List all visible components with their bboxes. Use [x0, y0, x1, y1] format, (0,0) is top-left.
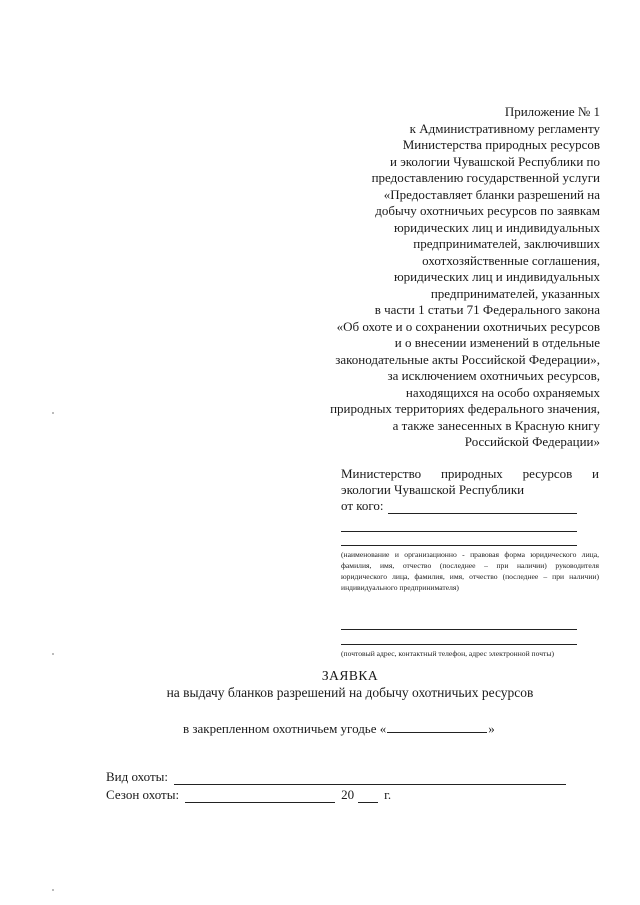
scan-speck — [52, 653, 54, 655]
season-input-line[interactable] — [185, 790, 335, 803]
hunt-type-label: Вид охоты: — [106, 769, 169, 784]
appendix-line: предоставлению государственной услуги — [371, 170, 600, 185]
season-label: Сезон охоты: — [106, 787, 180, 802]
application-title-block — [0, 667, 640, 701]
appendix-line: за исключением охотничьих ресурсов, — [387, 368, 600, 383]
application-subtitle: на выдачу бланков разрешений на добычу охотничьих ресурсов — [166, 685, 534, 700]
addressee-org-line-2: экологии Чувашской Республики — [341, 482, 525, 497]
scan-speck — [52, 412, 54, 414]
appendix-line: юридических лиц и индивидуальных — [393, 219, 600, 235]
applicant-input-line-2[interactable] — [341, 532, 577, 546]
appendix-line: природных территориях федерального значения, — [330, 401, 600, 416]
appendix-line: и экологии Чувашской Республики по — [389, 153, 600, 169]
appendix-line: «Об охоте и о сохранении охотничьих ресурсов — [336, 318, 600, 334]
season-field — [106, 787, 391, 803]
applicant-hint: (наименование и организационно - правовая форма юридического лица, фамилия, имя, отчество (последнее – при наличии) руководителя юридического лица, фамилия, имя, отчество (последнее – при наличии) индивидуального предпринимателя) — [341, 550, 599, 592]
appendix-line: добычу охотничьих ресурсов по заявкам — [375, 203, 600, 218]
from-field — [341, 498, 599, 514]
application-title: ЗАЯВКА — [321, 668, 379, 683]
territory-prefix: в закрепленном охотничьем угодье « — [183, 721, 387, 736]
appendix-line: Российской Федерации» — [464, 434, 600, 449]
from-label: от кого: — [341, 498, 384, 513]
contacts-hint: (почтовый адрес, контактный телефон, адрес электронной почты) — [341, 649, 554, 658]
contacts-input-line-2[interactable] — [341, 630, 577, 645]
hunt-type-field — [106, 769, 566, 785]
appendix-line: предпринимателей, заключивших — [413, 236, 600, 251]
appendix-line: «Предоставляет бланки разрешений на — [383, 186, 600, 202]
territory-suffix: » — [488, 721, 495, 736]
appendix-line: в части 1 статьи 71 Федерального закона — [374, 302, 600, 317]
season-year-input-line[interactable] — [358, 790, 378, 803]
hunt-type-input-line[interactable] — [174, 772, 566, 785]
appendix-line: Министерства природных ресурсов — [402, 137, 600, 152]
appendix-line: а также занесенных в Красную книгу — [392, 417, 600, 433]
applicant-input-line-1[interactable] — [341, 514, 577, 532]
appendix-line: юридических лиц и индивидуальных — [393, 269, 600, 284]
contacts-input-line-1[interactable] — [341, 593, 577, 630]
appendix-line: законодательные акты Российской Федерации», — [335, 351, 600, 367]
appendix-line: охотхозяйственные соглашения, — [422, 252, 600, 268]
territory-input-line[interactable] — [387, 720, 487, 733]
from-input-line[interactable] — [388, 501, 577, 514]
appendix-line: и о внесении изменений в отдельные — [394, 335, 600, 350]
appendix-line: находящихся на особо охраняемых — [405, 384, 600, 400]
appendix-line: предпринимателей, указанных — [430, 285, 600, 301]
addressee-org-line-1: Министерство природных ресурсов и — [341, 466, 599, 481]
appendix-line: к Административному регламенту — [409, 120, 600, 136]
scan-speck — [52, 889, 54, 891]
appendix-line: Приложение № 1 — [504, 104, 600, 119]
appendix-header — [270, 104, 600, 451]
season-year-suffix: г. — [384, 787, 392, 802]
territory-field — [183, 720, 495, 737]
addressee-block — [341, 466, 599, 659]
season-year-prefix: 20 — [341, 787, 355, 802]
